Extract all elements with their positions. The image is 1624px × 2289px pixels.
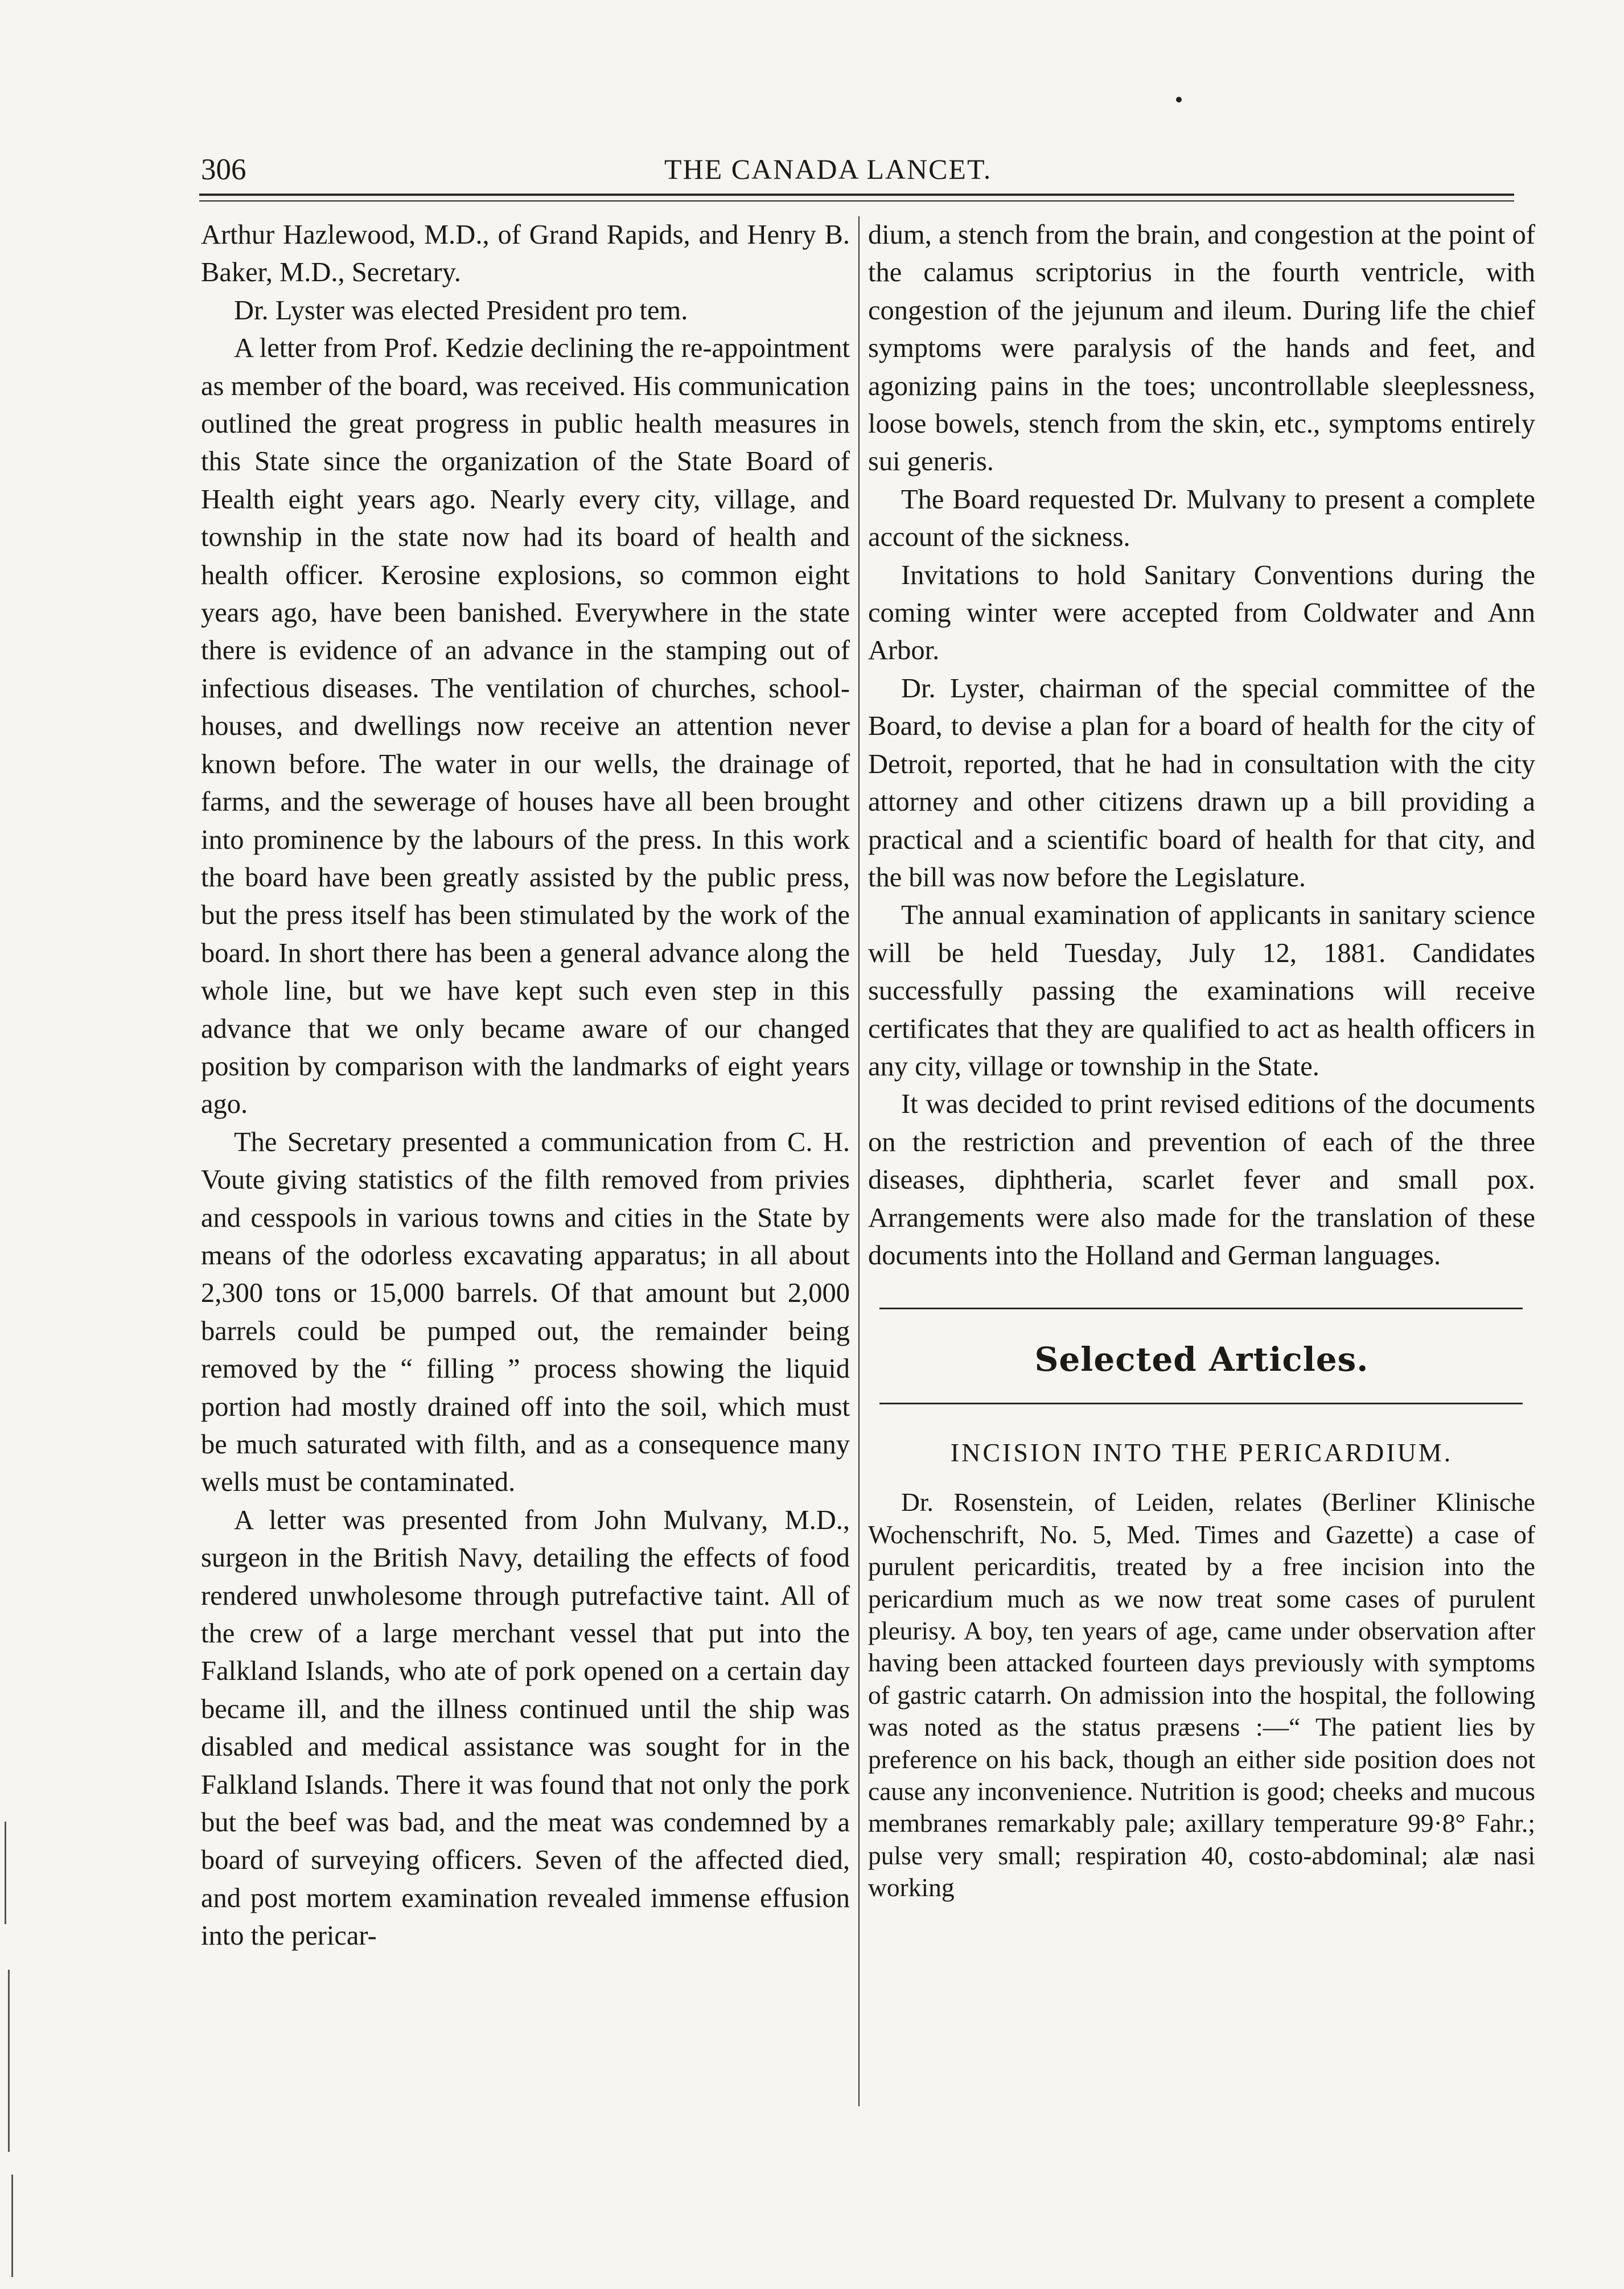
paragraph: A letter from Prof. Kedzie declining the re-appointment as member of the board, was received. His communication outlined the great progress in public health measures in this State since the organization of the State Board of Health eight years ago. Nearly every city, village, and township in the state now had its board of health and health officer. Kerosine explosions, so common eight years ago, have been banished. Everywhere in the state there is evidence of an advance in the stamping out of infectious diseases. The ventilation of churches, school-houses, and dwellings now receive an attention never known before. The water in our wells, the drainage of farms, and the sewerage of houses have all been brought into prominence by the labours of the press. In this work the board have been greatly assisted by the public press, but the press itself has been stimulated by the work of the board. In short there has been a general advance along the whole line, but we have kept such even step in this advance that we only became aware of our changed position by comparison with the landmarks of eight years ago. bbox=[201, 333, 850, 1120]
article-title: INCISION INTO THE PERICARDIUM. bbox=[950, 1438, 1453, 1468]
paragraph: It was decided to print revised editions of the documents on the restriction and prevention of each of the three diseases, diphtheria, scarlet fever and small pox. Arrangements were also made for the translation of these documents into the Holland and German languages. bbox=[868, 1089, 1535, 1271]
paragraph: A letter was presented from John Mulvany, M.D., surgeon in the British Navy, detailing the effects of food rendered unwholesome through putrefactive taint. All of the crew of a large merchant vessel that put into the Falkland Islands, who ate of pork opened on a certain day became ill, and the illness continued until the ship was disabled and medical assistance was sought for in the Falkland Islands. There it was found that not only the pork but the beef was bad, and the meat was condemned by a board of surveying officers. Seven of the affected died, and post mortem examination revealed immense effusion into the pericar- bbox=[201, 1505, 850, 1951]
ink-dot bbox=[1176, 97, 1182, 102]
paragraph: Arthur Hazlewood, M.D., of Grand Rapids, and Henry B. Baker, M.D., Secretary. bbox=[201, 220, 850, 288]
section-rule bbox=[879, 1403, 1523, 1404]
right-column bbox=[868, 216, 1535, 1904]
section-heading: Selected Articles. bbox=[1034, 1340, 1369, 1379]
left-column bbox=[201, 216, 850, 1955]
column-divider bbox=[858, 216, 860, 2106]
article-body bbox=[868, 1486, 1535, 1904]
paragraph: Dr. Rosenstein, of Leiden, relates (Berliner Klinische Wochenschrift, No. 5, Med. Times and Gazette) a case of purulent pericarditis, treated by a free incision into the pericardium much as we now treat some cases of purulent pleurisy. A boy, ten years of age, came under observation after having been attacked fourteen days previously with symptoms of gastric catarrh. On admission into the hospital, the following was noted as the status præsens :—“ The patient lies by preference on his back, though an either side position does not cause any inconvenience. Nutrition is good; cheeks and mucous membranes remarkably pale; axillary temperature 99·8° Fahr.; pulse very small; respiration 40, costo-abdominal; alæ nasi working bbox=[868, 1487, 1535, 1902]
header-rule-thin bbox=[199, 200, 1514, 202]
paragraph: Invitations to hold Sanitary Conventions during the coming winter were accepted from Coldwater and Ann Arbor. bbox=[868, 560, 1535, 666]
page-number: 306 bbox=[201, 153, 246, 186]
paragraph: The annual examination of applicants in sanitary science will be held Tuesday, July 12, 1881. Candidates successfully passing the examinations will receive certificates that they are qualified to act as health officers in any city, village or township in the State. bbox=[868, 900, 1535, 1082]
paragraph: dium, a stench from the brain, and congestion at the point of the calamus scriptorius in the fourth ventricle, with congestion of the jejunum and ileum. During life the chief symptoms were paralysis of the hands and feet, and agonizing pains in the toes; uncontrollable sleeplessness, loose bowels, stench from the skin, etc., symptoms entirely sui generis. bbox=[868, 220, 1535, 477]
journal-title: THE CANADA LANCET. bbox=[664, 153, 992, 185]
paragraph: The Secretary presented a communication from C. H. Voute giving statistics of the filth removed from privies and cesspools in various towns and cities in the State by means of the odorless excavating apparatus; in all about 2,300 tons or 15,000 barrels. Of that amount but 2,000 barrels could be pumped out, the remainder being removed by the “ filling ” process showing the liquid portion had mostly drained off into the soil, which must be much saturated with filth, and as a consequence many wells must be contaminated. bbox=[201, 1127, 850, 1498]
page-edge-marks bbox=[0, 1822, 23, 2277]
paragraph: The Board requested Dr. Mulvany to present a complete account of the sickness. bbox=[868, 484, 1535, 553]
header-rule bbox=[199, 194, 1514, 196]
paragraph: Dr. Lyster was elected President pro tem. bbox=[234, 295, 688, 326]
paragraph: Dr. Lyster, chairman of the special committee of the Board, to devise a plan for a board of health for the city of Detroit, reported, that he had in consultation with the city attorney and other citizens drawn up a bill providing a practical and a scientific board of health for that city, and the bill was now before the Legislature. bbox=[868, 673, 1535, 893]
section-rule bbox=[879, 1308, 1523, 1309]
